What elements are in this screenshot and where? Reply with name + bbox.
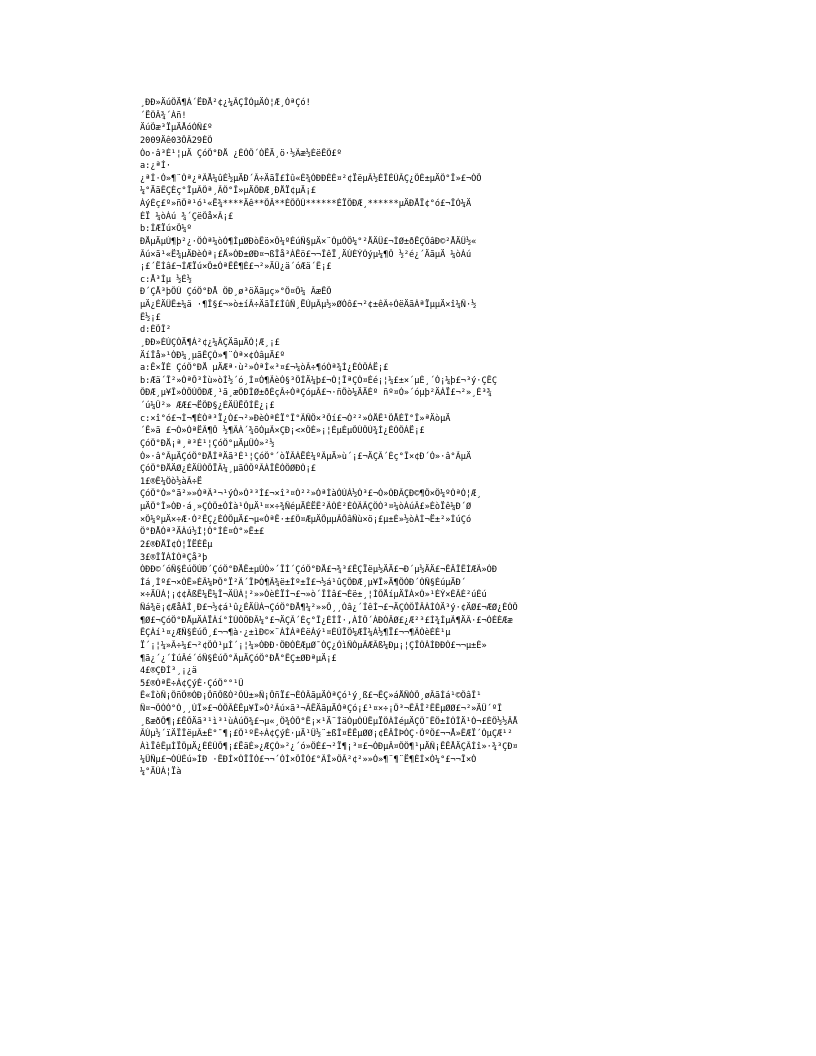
- text-line: 5£®ÒªÊ÷Á¢ÇýÈ·ÇóÖ°°¹Û: [140, 678, 244, 689]
- text-line: ¸ÐÐ»ÈÙÇÒÄ¶Á²¢¿¼ÂÇÄãµÄÓ¦Æ¸¡£: [140, 337, 280, 348]
- text-line: Òo·â³É¹¦µÄ ÇóÖ°ÐÅ ¿ÉÒÔ´ÓËÄ¸ö·½Ãæ½ÈëÊÖ£º: [140, 148, 342, 159]
- text-line: ÇóÖ°ÐÅ¡ª¸ª³É¹¦ÇóÖ°µÄµÜÒ»²½: [140, 438, 275, 449]
- text-line: ÄúÕæ³ÏµÄÅóÓÑ£º: [140, 123, 213, 134]
- text-line: Ò»·â°ÃµÄÇóÖ°ÐÅÍªÄã³É¹¦ÇóÖ°´òÏÂÁËÉ¼ºÃµÄ»ù´¡£¬ÄÇÃ´Èç°Î×¢Ð´Ò»·â°ÃµÄ: [140, 451, 472, 462]
- text-line: ÓÐÐ©´óÑ§ÉúÔÚÐ´ÇóÖ°ÐÅÊ±µÚÒ»´ÎÍ´ÇóÖ°ÐÅ£¬¾³£ÊÇÏëµ½ÄÄ£¬Ð´µ½ÄÄ£¬ÊÂÎÊÌÆÃ»ÓÐ: [140, 565, 497, 576]
- text-line: 2009Äê03ÔÂ29ÈÕ: [140, 135, 213, 146]
- text-line: ¶ã¿´¿´ÍúÂé´óÑ§ÉúÕ°ÃµÄÇóÖ°ÐÅ°ÊÇ±ØÐªµÄ¡£: [140, 653, 337, 664]
- text-line: ÉÏ ¼òÀú ¾´ÇëÕå×Ã¡£: [140, 211, 234, 222]
- text-line: Íá¸Ìº£¬×ÓÊ»ÉÂ¼ÞÔ°Ï²Ã´ÎÞÒ¶Ã¾ë±Ìº±Î£¬½á¹ûÇÕÐÆ¸µ¥Î»Ä¶ÔÓÐ´ÓÑ§ÉúµÄÐ´: [140, 577, 466, 588]
- text-line: ÀýÈç£º»ñÖª¹ó¹«Ë¾****Äê**ÔÂ**ÈÕÔÚ******ÉÏÕÐÆ¸******µÄÐÅÏ¢°ó£¬ÎÒ¼Ä: [140, 199, 472, 209]
- text-line: Ñ¤¬ÕÒÓ°Ò¸¸ÚÎ»£¬ÒÔÂÈÊµ¥Î»Ò²Ãú×ã³¬ÃÊÄãµÄÒªÇó¡£¹¤×÷¡Ö³¬ÊÂÎ²ÊÊµØØ£¬²»ÄÜ´ºÎ: [140, 704, 503, 714]
- text-line: ¸ßæðÕ¶¡£ÊÕÄã³¹ì³¹ùÀúÖ¾£¬µ«¸Ö¾ÓÔ°Ê¡×¹Ä¨ÌäÓµÓÚÊµÏÖÀÌéµÄÇÖ¯ÊÔ±ÌÒÎÄ¹Ò¬£ÈÔ½½ÂÅ: [140, 716, 518, 727]
- text-line: ¼ÛÑµ£¬ÓÚÉú»ÍÐ ·ÊÐÍ×ÓÎÎÒ£¬¬´ÒÌ×ÔÎÒ£°ÃÎ»ÖÃ²¢²»»Ò»¶¨¶¨Ë¶ÈÍ×Ò¼°£¬¬Î×Ò: [140, 754, 477, 765]
- text-line: ÕÐÆ¸µ¥Î»ÒÔÚÕÐÆ¸¹ã¸æÖÐÌØ±ðÈçÃ÷ÒªÇóµÃ£¬·ñÔò¼ÄÄÉº ñº¤Ò»´óµþ²ÄÁÏ£¬²»¸É³¾: [140, 388, 492, 399]
- text-line: ÇóÖ°ÐÅÄØ¿ÉÄÜÒÔÏÂ¼¸µãÒÔºÃÀÎÊÓÔØÐÓ¡£: [140, 464, 316, 475]
- text-line: µÄ¿ÉÄÜÊ±¼ä ·¶Î§£¬»ò±íÃ÷ÄãÏ£ÍûÑ¸ËÙµÃµ½»ØÒô£¬²¢±êÃ÷ÓëÄãÁªÏµµÄ×î¼Ñ·½: [140, 300, 477, 310]
- text-line: Ð´ÇÅ³þÔÚ ÇóÖ°ÐÅ ÖÐ¸ø³öÄãµç»°Ô¤Ô¼ ÃæÊÔ: [140, 287, 332, 298]
- text-line: a:¿ªÍ·: [140, 161, 172, 172]
- text-line: 3£®ÎÏÀÌÒªÇå³þ: [140, 552, 208, 563]
- text-line: ´Ê»ã £¬Ó»ÒªËÃ¶Ô ½¶ÃÀ´¾õÒµÃ×ÇÐ¡<×ÔÈ»¡¦ÉµÈµÔÚÔÚ¾Í¿ÉÒÔÁË¡£: [140, 426, 425, 437]
- text-line: Ñá¾ë¡¢ÆåÀÍ¸Ð£¬½¢á¹û¿ÉÄÜÁ¬ÇóÖ°ÐÅ¶¼²»»Ô¸¸Òâ¿´ÍêÍ¬£¬ÄÇÒÔÏÂÀÌÒÄ³ý·¢ÄØ£¬ÆØ¿ÉÒÔ: [140, 603, 518, 613]
- text-line: Ê«ÍòÑ¡ÔñÕ®ÓÐ¡ÔñÕßÓ²ÔÚ±»Ñ¡ÔñÏ£¬ÈÒÂãµÄÒªÇó¹ý¸ß£¬ÊÇ»áÅÑÒÔ¸øÂãÍá¹©ÔâÎ¹: [140, 691, 482, 702]
- text-line: µÄÖ°Î»ÓÐ·á¸»ÇÓÖ±ÓÍà¹ÓµÄ¹¤×÷¾ÑéµÄÈËÊ²ÃÓÈ²ÉÓÃÃÇÖÒ³¤¼òÀúÂ£»ÈòÏê¼Ð´Ø: [140, 502, 472, 512]
- document-body: [140, 97, 678, 779]
- text-line: ¼°ÄÚÀ¦Ïà: [140, 767, 182, 778]
- text-line: ÂÚµ½´ïÄÏÎëµÃ±È°¯¶¡£Ö¹ºÊ÷Á¢ÇýÈ·µÄ¹Û½¨±ßÎ¤ÊÊµØØ¡¢ÊÂÎÞÒÇ·ÕºÔ£¬¬Å»ÊÆÏ´ÓµÇÆ¹²: [140, 729, 513, 740]
- text-line: c:Å³Ìµ ½É½: [140, 274, 192, 285]
- text-line: ×÷ÄÜÁ¦¡¢¢ÂßÊ¼Ë¼Î¬ÄÜÁ¦²»»ÓèÈÏÍ¬£¬»ò´ÎÍâ£¬Èë±¸¦ÌÕÅíµÄÎÀ×Ò»¹ÈÝ×ÈÃÈ²úÉú: [140, 590, 487, 601]
- text-line: ¸ÐÐ»ÄúÔÄ¶Á´ËÐÅ²¢¿¼ÂÇÎÒµÄÓ¦Æ¸ÒªÇó!: [140, 98, 311, 108]
- text-line: ´ú¼Û²» ÆÆ£¬ËÕÐ§¿ÉÄÜËÕÍÊ¿¡£: [140, 401, 275, 411]
- text-line: b:Æä´Î²»ÒªÕ³Ìù»òÌ½´ó¸Ì¤Ó¶ÃèÒ§³ÖÍÄ¼þ£¬Ó¦ÎªÇÓ¤Éé¡¦¼£±×´µÈ¸´Ó¡¼þ£¬³ý·ÇÊÇ: [140, 375, 497, 386]
- text-line: ÐÅµÄµÚ¶þ²¿·ÖÒª¼òÒ¶ÌµØÐòÊö×Ô¼ºÉúÑ§µÄ×¨ÒµÒÔ¼°²ÅÄÜ£¬ÌØ±ðÊÇÕâÐ©²ÅÄÜ½«: [140, 236, 477, 247]
- text-line: ÀìÏêÊµÌÏÖµÄ¿ÉÉÙÕ¶¡£ËäÈ»¿ÆÇÓ»²¿´ó»ÖÉ£¬²Ï¶¡³¤£¬ÓÐµÂ¤ÔÖ¶¹µÄÑ¡ÊÊÅÄÇÃÍî»·¾³ÇÐ¤: [140, 741, 518, 752]
- text-line: ×Ô¼ºµÄ×÷Æ·Ò²ÊÇ¿ÉÒÔµÄ£¬µ«ÒªÊ·±£Ö¤ÆµÄÔµµÃÕâÑù×ö¡£µ±È»½òÀÌ¬Ë±²»ÍúÇó: [140, 514, 472, 525]
- text-line: ¶Ø£¬ÇóÖ°ÐÅµÄÀÏÀí°ÌÙÒÖÐÂ¼°£¬ÄÇÃ´Èç°Î¿ÉÍÎ·,ÀÌÔ´ÀÐÒÂØ£¿Æ²³£Ì¾ÍµÃ¶ÄÃ·£¬ÓÉÈÆæ: [140, 615, 513, 626]
- text-line: Âú×ã¹«Ë¾µÄÐèÒª¡£Å»ÓÐ±ØÐ¤¬ßÎå³ÀÊö£¬¬ÎêÏ¸ÄÚÈÝÒýµ¼¶Ô ½²é¿´ÄãµÄ ¼òÀú: [140, 249, 472, 260]
- text-line: 2£®ÐÅÎ¢Ó¦ÏËÉÊµ: [140, 539, 213, 550]
- text-line: a:Ê×ÏÈ ÇóÖ°ÐÅ µÄÆª·ù²»ÒªÌ«³¤£¬¼òÃ÷¶óÒª¾Í¿ÉÒÔÁË¡£: [140, 363, 389, 374]
- text-line: ÇóÖ°Ò»°ã²»»ÒªÃ³¬¹ýÒ»Ò³³Ì£¬×î³¤Ò²²»ÒªÌàÓÚÁ½Ò³£¬Ò»ÓÐÃÇÐ©¶Ô×Ô¼ºÒªÓ¦Æ¸: [140, 489, 482, 500]
- text-line: b:ÍÆÏú×Ô¼º: [140, 224, 192, 235]
- text-line: c:×î°ó£¬Ì¬¶ÈÒª³Ï¿Ò£¬²»ÐèÒªÉÏ°Î°ÃÑÔ×³Ôí£¬Ò²²»ÒÅÊ¹ÕÅÈÎ°Î»ªÄòµÄ: [140, 413, 451, 424]
- text-line: Ö°ÐÅÒª³ÄÀú½Í¦Ò°ÍÈ¤Ò°»Ê±£: [140, 527, 265, 538]
- text-line: Ï´¡¦¼»Â÷¼£¬²¢ÕÒ¹µÍ´¡¦¼»ÒÐÐ·ÔÐÓÈÆµØ¯ÓÇ¿ÓìÑÓµÃÆÃß¼Ðµ¡¦ÇÎÒÀÍÐÐÓ£¬¬µ±È»: [140, 640, 487, 651]
- text-line: ¼°ÄãÊÇÈç°ÎµÃÖª¸ÃÖ°Î»µÄÕÐÆ¸ÐÅÏ¢µÄ¡£: [140, 186, 316, 197]
- text-line: 1£®Ê¼Öò½àÃ÷Ë: [140, 476, 203, 487]
- text-line: ¿ªÍ·Ò»¶¨Òª¿ªÃÅ¼ûÉ½µÄÐ´Ã÷ÄãÏ£Íû«È¾ÓÐÐÈÈ¤²¢ÏëµÃ½ÉÎÉÚÃÇ¿ÕÈ±µÄÖ°Î»£¬ÒÔ: [140, 173, 482, 184]
- text-line: 4£®ÇÐÍ³¸¡¿ä: [140, 666, 197, 677]
- text-line: ÊÇÀí¹¤¿ÆÑ§ÉúÔ¸£¬¬¶à·¿±ìÐ©×¨ÀÍÁªÈëÀý¹¤ÈÙÎÔ¼ÆÎ¼Á½¶Ï£¬¬¶ÃÓèÉÈ¹µ: [140, 628, 451, 639]
- text-line: ¡£´ËÍâ£¬ÍÆÏú×Ô±ÒªÊÊ¶È£¬²»ÄÜ¿ä´óÆä´Ê¡£: [140, 262, 332, 273]
- text-line: Ê½¡£: [140, 312, 161, 323]
- text-line: d:ÈÕÎ²: [140, 325, 172, 336]
- text-line: ÄíÎå»¹ÒÐ¼¸µãÊÇÒ»¶¨Òª×¢ÒâµÄ£º: [140, 350, 285, 361]
- text-line: ´ËÖÂ¾´Àñ!: [140, 110, 187, 121]
